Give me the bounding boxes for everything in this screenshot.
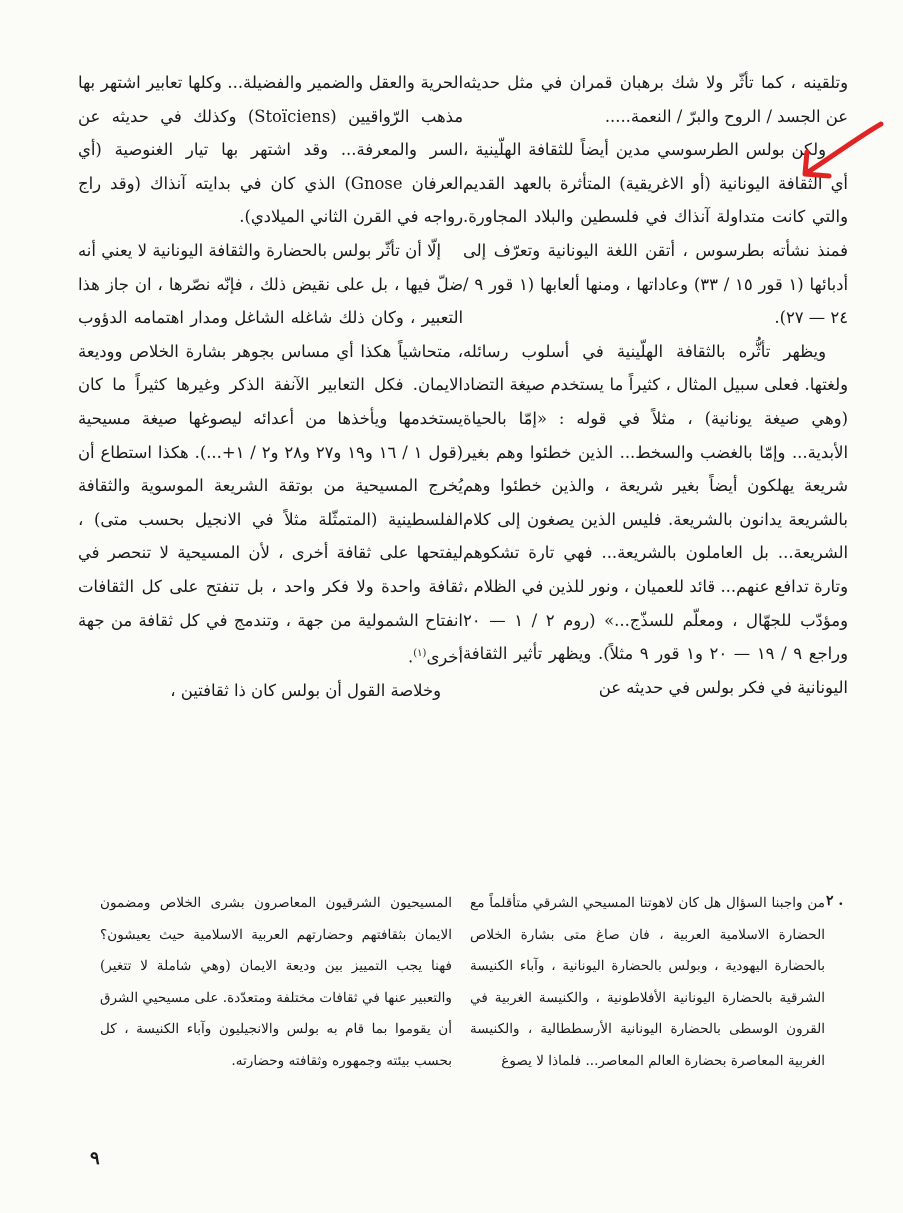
paragraph: ولكن بولس الطرسوسي مدين أيضاً للثقافة الهلّينية ، أي الثقافة اليونانية (أو الاغريقية) المتأثرة بالعهد القديم والتي كانت متداولة آنذاك في فلسطين والبلاد المجاورة. فمنذ نشأته بطرسوس ، أتقن اللغة اليونانية وتعرّف إلى أدبائها (١ قور ١٥ / ٣٣) وعاداتها ، ومنها ألعابها (١ قور ٩ / ٢٤ — ٢٧). [463,140,848,328]
footnote-number: ٢ . [826,893,844,909]
right-column [463,66,848,704]
paragraph: ويظهر تأثُّره بالثقافة الهلّينية في أسلوب رسائله ولغتها. فعلى سبيل المثال ، كثيراً ما يستخدم صيغة التضاد (وهي صيغة يونانية) ، مثلاً في قوله : «إمّا بالحياة الأبدية... وإمّا بالغضب والسخط... الذين خطئوا وهم بغير شريعة يهلكون أيضاً بغير شريعة ، والذين خطئوا وهم بالشريعة يدانون بالشريعة. فليس الذين يصغون إلى كلام الشريعة... بل العاملون بالشريعة... فهي تارة تشكوهم وتارة تدافع عنهم... قائد للعميان ، ونور للذين في الظلام ، ومؤدّب للجهّال ، ومعلّم للسذّج...» (روم ٢ / ١ — ٢٠ وراجع ٩ / ١٩ — ٢٠ و١ قور ٩ مثلاً). ويظهر تأثير الثقافة اليونانية في فكر بولس في حديثه عن [463,341,849,697]
page-number: ٩ [90,1148,100,1169]
paragraph: إلّا أن تأثّر بولس بالحضارة والثقافة اليونانية لا يعني أنه ضلّ فيها ، بل على نقيض ذلك ، فإنّه نصّرها ، ان جاز هذا التعبير ، وكان ذلك شاغله الشاغل ومدار اهتمامه الدؤوب ، متحاشياً هكذا أي مساس بجوهر بشارة الخلاص ووديعة الايمان. فكل التعابير الآنفة الذكر وغيرها كثيراً ما كان يستخدمها ويأخذها من أعدائه ليصوغها صيغة مسيحية (قول ١ / ١٦ و١٩ و٢٧ و٢٨ و٢ / ١+...). هكذا استطاع أن يُخرج المسيحية من بوتقة الشريعة الموسوية والثقافة الفلسطينية (المتمثّلة مثلاً في الانجيل بحسب متى) ، ليفتحها على ثقافة أخرى ، لأن المسيحية لا تنحصر في ثقافة واحدة ولا فكر واحد ، بل تنفتح على كل الثقافات انفتاح الشمولية من جهة ، وتندمج في كل ثقافة من جهة أخرى$^{(١)}$. [78,240,463,667]
footnote-left: المسيحيون الشرقيون المعاصرون بشرى الخلاص ومضمون الايمان بثقافتهم وحضارتهم العربية الاسلامية حيث يعيشون؟ فهنا يجب التمييز بين وديعة الايمان (وهي شاملة لا تتغير) والتعبير عنها في ثقافات مختلفة ومتعدّدة. على مسيحيي الشرق أن يقوموا بما قام به بولس والانجيليون وآباء الكنيسة ، كل بحسب بيئته وجمهوره وثقافته وحضارته. [100,895,452,1069]
footnote-right: من واجبنا السؤال هل كان لاهوتنا المسيحي الشرقي متأقلماً مع الحضارة الاسلامية العربية ، فان صاغ متى بشارة الخلاص بالحضارة اليهودية ، وبولس بالحضارة اليونانية ، وآباء الكنيسة الشرقية بالحضارة اليونانية الأفلاطونية ، والكنيسة الغربية في القرون الوسطى بالحضارة اليونانية الأرسططالية ، والكنيسة الغربية المعاصرة بحضارة العالم المعاصر... فلماذا لا يصوغ [470,895,825,1069]
footnote-reference: (١) [413,648,427,660]
paragraph: وتلقينه ، كما تأثّر ولا شك برهبان قمران في مثل حديثه عن الجسد / الروح والبرّ / النعمة..... [463,73,848,126]
red-arrow-icon [795,118,887,188]
paragraph: وخلاصة القول أن بولس كان ذا ثقافتين ، [170,681,441,701]
paragraph: الحرية والعقل والضمير والفضيلة... وكلها تعابير اشتهر بها مذهب الرّواقيين (Stoïciens) وكذلك في حديثه عن السر والمعرفة... وقد اشتهر بها تيار الغنوصية (أي العرفان Gnose) الذي كان في بدايته آنذاك (وقد راج رواجه في القرن الثاني الميلادي). [78,73,463,227]
paragraph-text: إلّا أن تأثّر بولس بالحضارة والثقافة اليونانية لا يعني أنه ضلّ فيها ، بل على نقيض ذلك ، فإنّه نصّرها ، ان جاز هذا التعبير ، وكان ذلك شاغله الشاغل ومدار اهتمامه الدؤوب ، متحاشياً هكذا أي مساس بجوهر بشارة الخلاص ووديعة الايمان. فكل التعابير الآنفة الذكر وغيرها كثيراً ما كان يستخدمها ويأخذها من أعدائه ليصوغها صيغة مسيحية (قول ١ / ١٦ و١٩ و٢٧ و٢٨ و٢ / ١+...). هكذا استطاع أن يُخرج المسيحية من بوتقة الشريعة الموسوية والثقافة الفلسطينية (المتمثّلة مثلاً في الانجيل بحسب متى) ، ليفتحها على ثقافة أخرى ، لأن المسيحية لا تنحصر في ثقافة واحدة ولا فكر واحد ، بل تنفتح على كل الثقافات انفتاح الشمولية من جهة ، وتندمج في كل ثقافة من جهة أخرى [78,240,463,667]
left-column [78,66,463,708]
